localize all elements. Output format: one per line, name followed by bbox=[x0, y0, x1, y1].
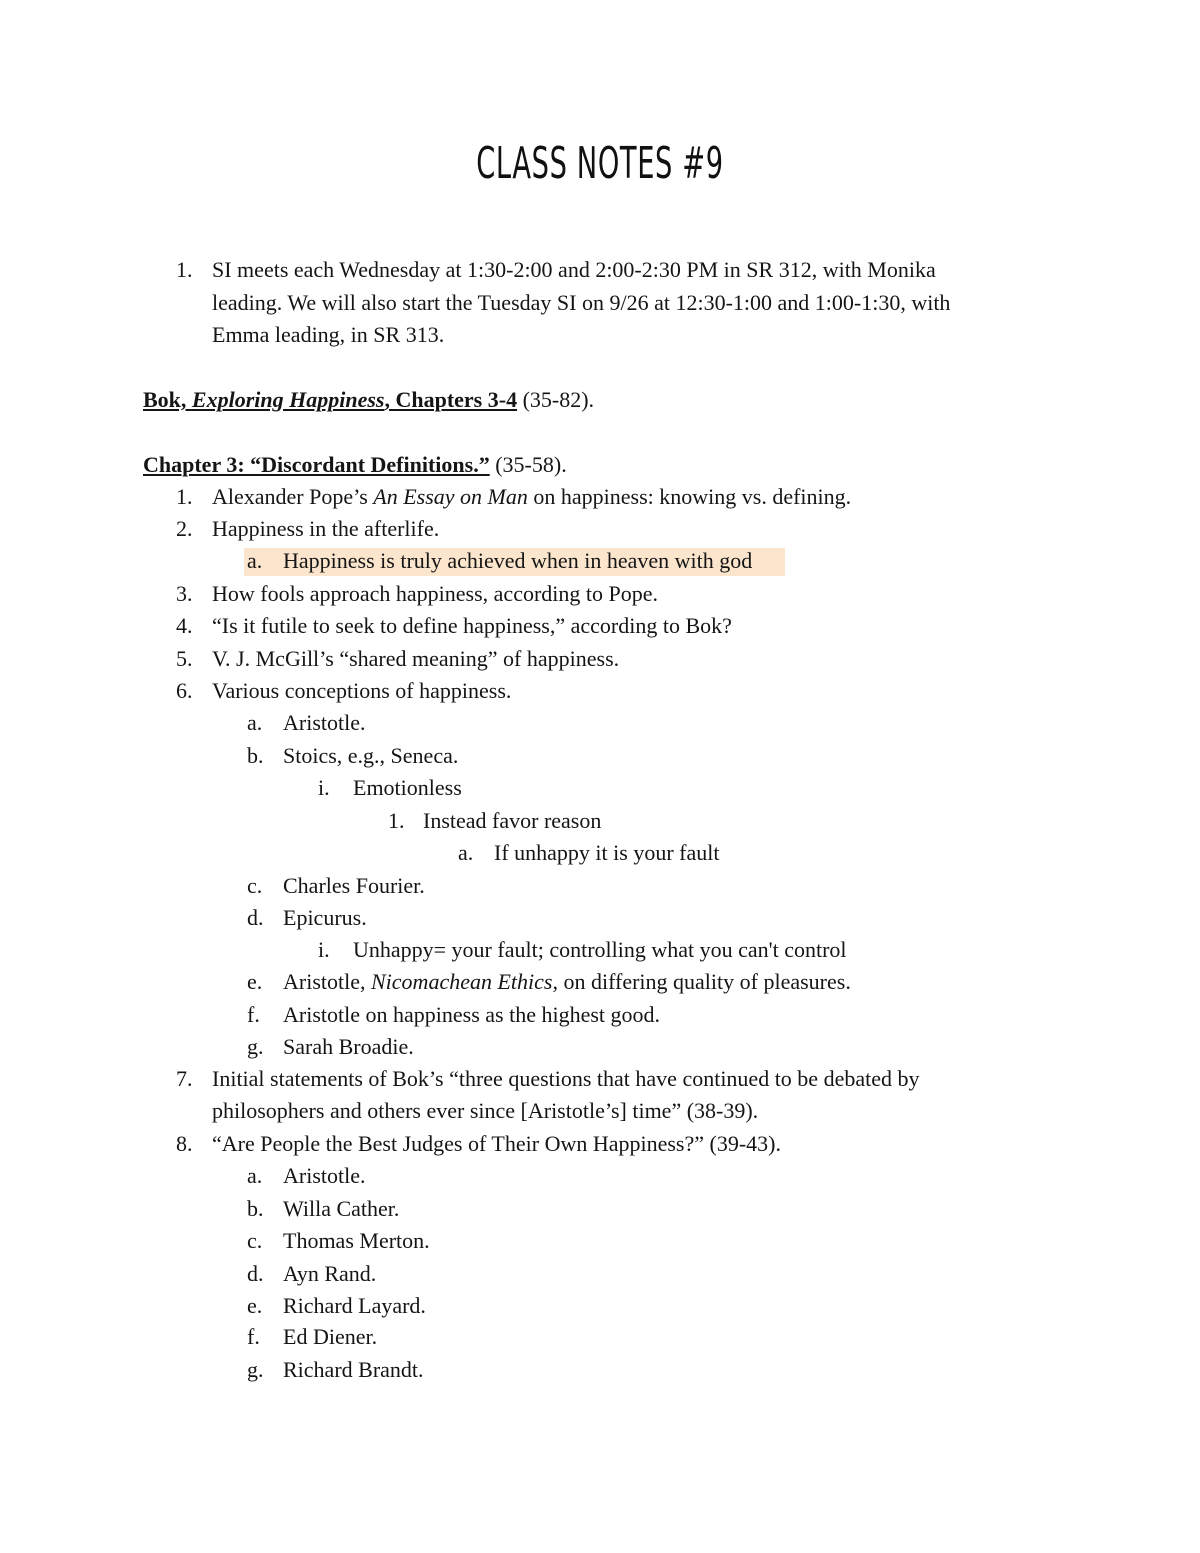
list-item: Aristotle on happiness as the highest good. bbox=[283, 1002, 661, 1027]
reading-chapters: , Chapters 3-4 bbox=[384, 387, 518, 412]
item-book-title: Nicomachean Ethics, bbox=[371, 969, 558, 994]
list-item: Ayn Rand. bbox=[283, 1261, 377, 1286]
page-title: CLASS NOTES #9 bbox=[476, 138, 724, 189]
list-item: Charles Fourier. bbox=[283, 873, 425, 898]
item-text: on happiness: knowing vs. defining. bbox=[527, 484, 852, 509]
list-item: Richard Brandt. bbox=[283, 1357, 424, 1382]
list-item: “Are People the Best Judges of Their Own Happiness?” (39-43). bbox=[212, 1131, 782, 1156]
list-item: Stoics, e.g., Seneca. bbox=[283, 743, 459, 768]
list-marker: a. bbox=[458, 840, 474, 865]
list-marker: d. bbox=[247, 1261, 264, 1286]
list-item bbox=[212, 484, 851, 510]
reading-book-title: Exploring Happiness bbox=[191, 387, 385, 412]
item-text: on differing quality of pleasures. bbox=[557, 969, 851, 994]
intro-line-3: Emma leading, in SR 313. bbox=[212, 322, 445, 347]
reading-pages: (35-82). bbox=[517, 387, 595, 412]
list-item: Happiness in the afterlife. bbox=[212, 516, 440, 541]
list-marker: i. bbox=[318, 775, 330, 800]
list-marker: i. bbox=[318, 937, 330, 962]
item-book-title: An Essay on Man bbox=[373, 484, 528, 509]
list-marker: 1. bbox=[176, 484, 193, 509]
list-marker: 1. bbox=[388, 808, 405, 833]
list-item-continuation: philosophers and others ever since [Aristotle’s] time” (38-39). bbox=[212, 1098, 759, 1123]
list-marker: 7. bbox=[176, 1066, 193, 1091]
list-item: V. J. McGill’s “shared meaning” of happiness. bbox=[212, 646, 620, 671]
list-item: Ed Diener. bbox=[283, 1324, 378, 1349]
list-marker: c. bbox=[247, 1228, 263, 1253]
reading-heading bbox=[143, 387, 594, 413]
chapter-title: Chapter 3: “Discordant Definitions.” bbox=[143, 452, 490, 477]
list-marker: 1. bbox=[176, 257, 193, 282]
list-marker: e. bbox=[247, 969, 263, 994]
list-item: Willa Cather. bbox=[283, 1196, 400, 1221]
intro-line-1: SI meets each Wednesday at 1:30-2:00 and 2:00-2:30 PM in SR 312, with Monika bbox=[212, 257, 936, 282]
list-item bbox=[283, 969, 851, 995]
item-text: Alexander Pope’s bbox=[212, 484, 374, 509]
list-marker: a. bbox=[247, 1163, 263, 1188]
list-marker: f. bbox=[247, 1002, 260, 1027]
list-marker: g. bbox=[247, 1034, 264, 1059]
list-marker: g. bbox=[247, 1357, 264, 1382]
list-marker: d. bbox=[247, 905, 264, 930]
list-item: Aristotle. bbox=[283, 710, 366, 735]
list-item: If unhappy it is your fault bbox=[494, 840, 720, 865]
list-item: Emotionless bbox=[353, 775, 462, 800]
list-item: Aristotle. bbox=[283, 1163, 366, 1188]
list-item: Various conceptions of happiness. bbox=[212, 678, 512, 703]
reading-author: Bok, bbox=[143, 387, 192, 412]
chapter-heading bbox=[143, 452, 567, 478]
list-item: Epicurus. bbox=[283, 905, 367, 930]
list-marker: 8. bbox=[176, 1131, 193, 1156]
list-item: Unhappy= your fault; controlling what you can't control bbox=[353, 937, 847, 962]
list-marker: f. bbox=[247, 1324, 260, 1349]
list-marker: a. bbox=[247, 548, 263, 573]
list-marker: 4. bbox=[176, 613, 193, 638]
highlighted-item bbox=[244, 548, 785, 576]
item-text: Aristotle, bbox=[283, 969, 371, 994]
list-marker: b. bbox=[247, 743, 264, 768]
list-marker: 3. bbox=[176, 581, 193, 606]
list-item: Thomas Merton. bbox=[283, 1228, 430, 1253]
list-marker: c. bbox=[247, 873, 263, 898]
list-marker: 2. bbox=[176, 516, 193, 541]
chapter-pages: (35-58). bbox=[489, 452, 567, 477]
list-marker: 6. bbox=[176, 678, 193, 703]
list-marker: a. bbox=[247, 710, 263, 735]
intro-line-2: leading. We will also start the Tuesday SI on 9/26 at 12:30-1:00 and 1:00-1:30, with bbox=[212, 290, 951, 315]
list-item: Sarah Broadie. bbox=[283, 1034, 414, 1059]
list-item: Richard Layard. bbox=[283, 1293, 426, 1318]
list-marker: e. bbox=[247, 1293, 263, 1318]
list-item: Instead favor reason bbox=[423, 808, 602, 833]
item-text: Happiness is truly achieved when in heaven with god bbox=[283, 548, 753, 573]
list-item: How fools approach happiness, according to Pope. bbox=[212, 581, 659, 606]
list-marker: b. bbox=[247, 1196, 264, 1221]
list-item: Initial statements of Bok’s “three questions that have continued to be debated by bbox=[212, 1066, 920, 1091]
list-marker: 5. bbox=[176, 646, 193, 671]
list-item: “Is it futile to seek to define happiness,” according to Bok? bbox=[212, 613, 732, 638]
